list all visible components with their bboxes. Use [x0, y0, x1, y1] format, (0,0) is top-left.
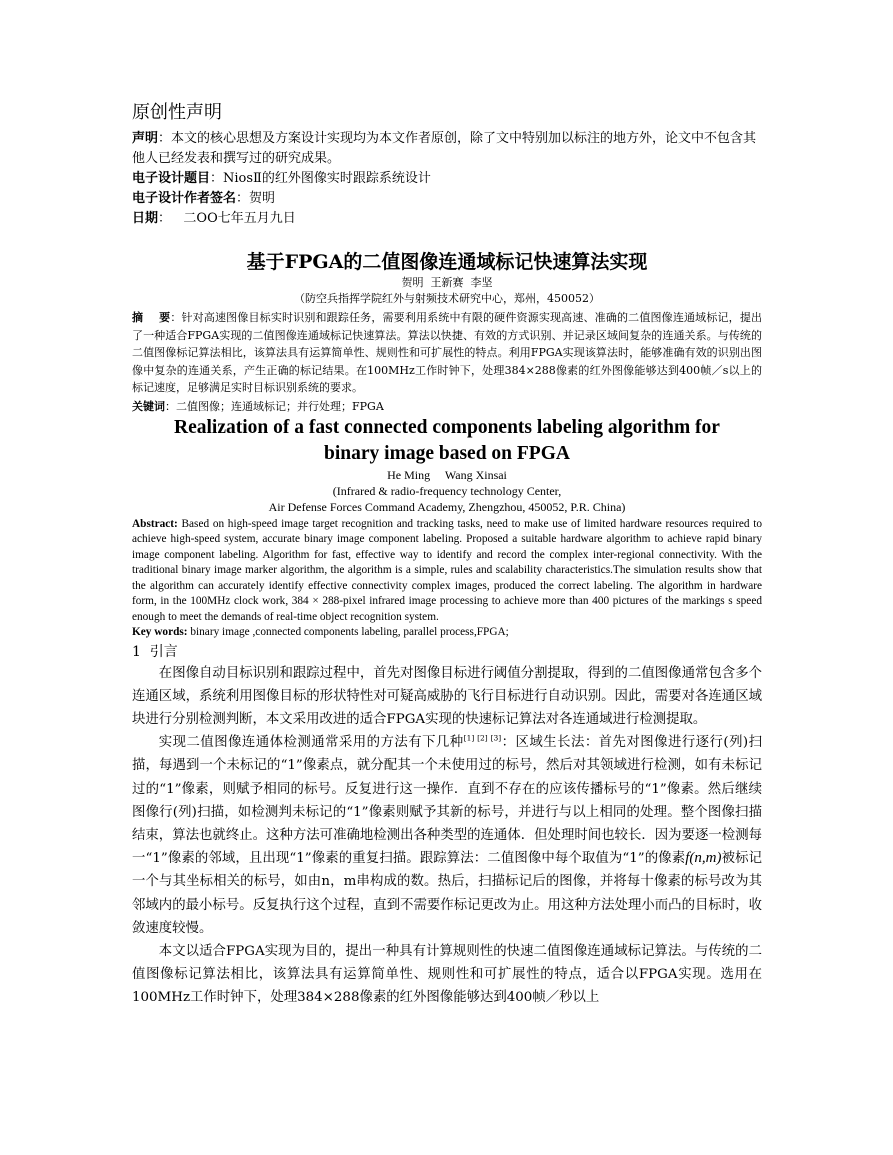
- intro-paragraph-1: 在图像自动目标识别和跟踪过程中，首先对图像目标进行阈值分割提取，得到的二值图像通常包含多个连通区域，系统利用图像目标的形状特性对可疑高威胁的飞行目标进行自动识别。因此，需要对各连通区域块进行分别检测判断，本文采用改进的适合FPGA实现的快速标记算法对各连通域进行检测提取。: [132, 665, 762, 727]
- date-text: ： 二OO七年五月九日: [158, 211, 296, 226]
- english-abstract-text: Based on high-speed image target recognition and tracking tasks, need to make use of limited hardware resources required to achieve high-speed system, accurate binary image component labeling. Proposed a suitable hardware algorithm to achieve rapid binary image component labeling. Algorithm for fast, effective way to identify and record the complex inter-regional connectivity. With the traditional binary image marker algorithm, the algorithm is a simple, rules and scalability characteristics.The simulation results show that the algorithm can accurately identify effective connectivity complex images, produced the correct labeling. The algorithm in hardware form, in the 100MHz clock work, 384 × 288-pixel infrared image processing to achieve more than 400 pictures of the markings s speed enough to meet the demands of real-time object recognition system.: [132, 517, 762, 623]
- chinese-abstract-text: ：针对高速图像目标实时识别和跟踪任务，需要利用系统中有限的硬件资源实现高速、准确的二值图像连通域标记，提出了一种适合FPGA实现的二值图像连通域标记快速算法。算法以快捷、有效的方式识别、并记录区域间复杂的连通关系。与传统的二值图像标记算法相比，该算法具有运算简单性、规则性和可扩展性的特点。利用FPGA实现该算法时，能够准确有效的识别出图像中复杂的连通关系，产生正确的标记结果。在100MHz工作时钟下，处理384×288像素的红外图像能够达到400帧／s以上的标记速度，足够满足实时目标识别系统的要求。: [132, 311, 762, 394]
- declaration-date: [132, 209, 762, 229]
- chinese-authors: 贺明 王新赛 李坚: [401, 276, 493, 289]
- statement-label: 声明: [132, 131, 159, 146]
- intro-paragraph-3: 本文以适合FPGA实现为目的，提出一种具有计算规则性的快速二值图像连通域标记算法。与传统的二值图像标记算法相比，该算法具有运算简单性、规则性和可扩展性的特点，适合以FPGA实现。选用在100MHz工作时钟下，处理384×288像素的红外图像能够达到400帧／秒以上: [132, 943, 762, 1006]
- pixel-function-formula: f(n,m): [685, 850, 722, 867]
- english-keywords: [132, 625, 762, 641]
- intro-paragraph-2: [132, 731, 762, 940]
- chinese-keywords-label: 关键词: [132, 399, 165, 413]
- section-heading-introduction: 1 引言: [132, 643, 178, 660]
- chinese-paper-title: 基于FPGA的二值图像连通域标记快速算法实现: [246, 251, 648, 273]
- chinese-keywords-text: ：二值图像；连通域标记；并行处理；FPGA: [165, 399, 384, 413]
- intro-paragraph-2-part-a: 实现二值图像连通体检测通常采用的方法有下几种: [158, 735, 464, 751]
- originality-declaration: [132, 100, 762, 229]
- topic-text: ：NiosⅡ的红外图像实时跟踪系统设计: [210, 171, 431, 186]
- english-paper-title: [132, 415, 762, 467]
- chinese-affiliation: （防空兵指挥学院红外与射频技术研究中心，郑州，450052）: [294, 292, 600, 305]
- english-affiliation: [132, 483, 762, 515]
- citation-refs: [1] [2] [3]: [463, 733, 502, 743]
- chinese-abstract: [132, 309, 762, 397]
- author-signature: [132, 189, 762, 209]
- english-title-line-2: binary image based on FPGA: [324, 442, 570, 464]
- design-topic: [132, 169, 762, 189]
- declaration-title: 原创性声明: [132, 102, 222, 123]
- chinese-keywords: [132, 398, 762, 415]
- english-authors: He Ming Wang Xinsai: [387, 467, 507, 482]
- intro-paragraph-2-part-c: 被标记一个与其坐标相关的标号，如由n，m串构成的数。热后，扫描标记后的图像，并将每十像素的标号改为其邻域内的最小标号。反复执行这个过程，直到不需要作标记更改为止。用这种方法处理小而凸的目标时，收敛速度较慢。: [132, 851, 763, 936]
- signature-label: 电子设计作者签名: [132, 191, 237, 206]
- english-keywords-label: Key words:: [132, 626, 188, 638]
- signature-text: ：贺明: [236, 191, 276, 206]
- date-label: 日期: [132, 211, 159, 226]
- intro-paragraph-2-part-b: ：区域生长法：首先对图像进行逐行(列)扫描，每遇到一个未标记的“1”像素点，就分配其一个未使用过的标号，然后对其领域进行检测，如有未标记过的“1”像素，则赋予相同的标号。反复进行这一操作．直到不存在的应该传播标号的“1”像素。然后继续图像行(列)扫描，如检测判未标记的“1”像素则赋予其新的标号，并进行与以上相同的处理。整个图像扫描结束，算法也就终止。这种方法可准确地检测出各种类型的连通体．但处理时间也较长．因为要逐一检测每一“1”像素的邻域，且出现“1”像素的重复扫描。跟踪算法：二值图像中每个取值为“1”的像素: [132, 735, 763, 867]
- statement-text: ：本文的核心思想及方案设计实现均为本文作者原创，除了文中特别加以标注的地方外，论文中不包含其他人已经发表和撰写过的研究成果。: [132, 131, 757, 166]
- topic-label: 电子设计题目: [132, 171, 211, 186]
- english-affiliation-line-1: (Infrared & radio-frequency technology Center,: [332, 483, 562, 498]
- english-affiliation-line-2: Air Defense Forces Command Academy, Zhengzhou, 450052, P.R. China): [268, 499, 626, 514]
- document-page: [132, 100, 762, 1010]
- english-title-line-1: Realization of a fast connected components labeling algorithm for: [174, 416, 720, 438]
- chinese-abstract-label: 摘 要: [132, 311, 171, 324]
- declaration-statement: [132, 129, 762, 169]
- english-keywords-text: binary image ,connected components labeling, parallel process,FPGA;: [187, 626, 509, 638]
- english-abstract: [132, 517, 762, 626]
- english-abstract-label: Abstract:: [132, 517, 178, 530]
